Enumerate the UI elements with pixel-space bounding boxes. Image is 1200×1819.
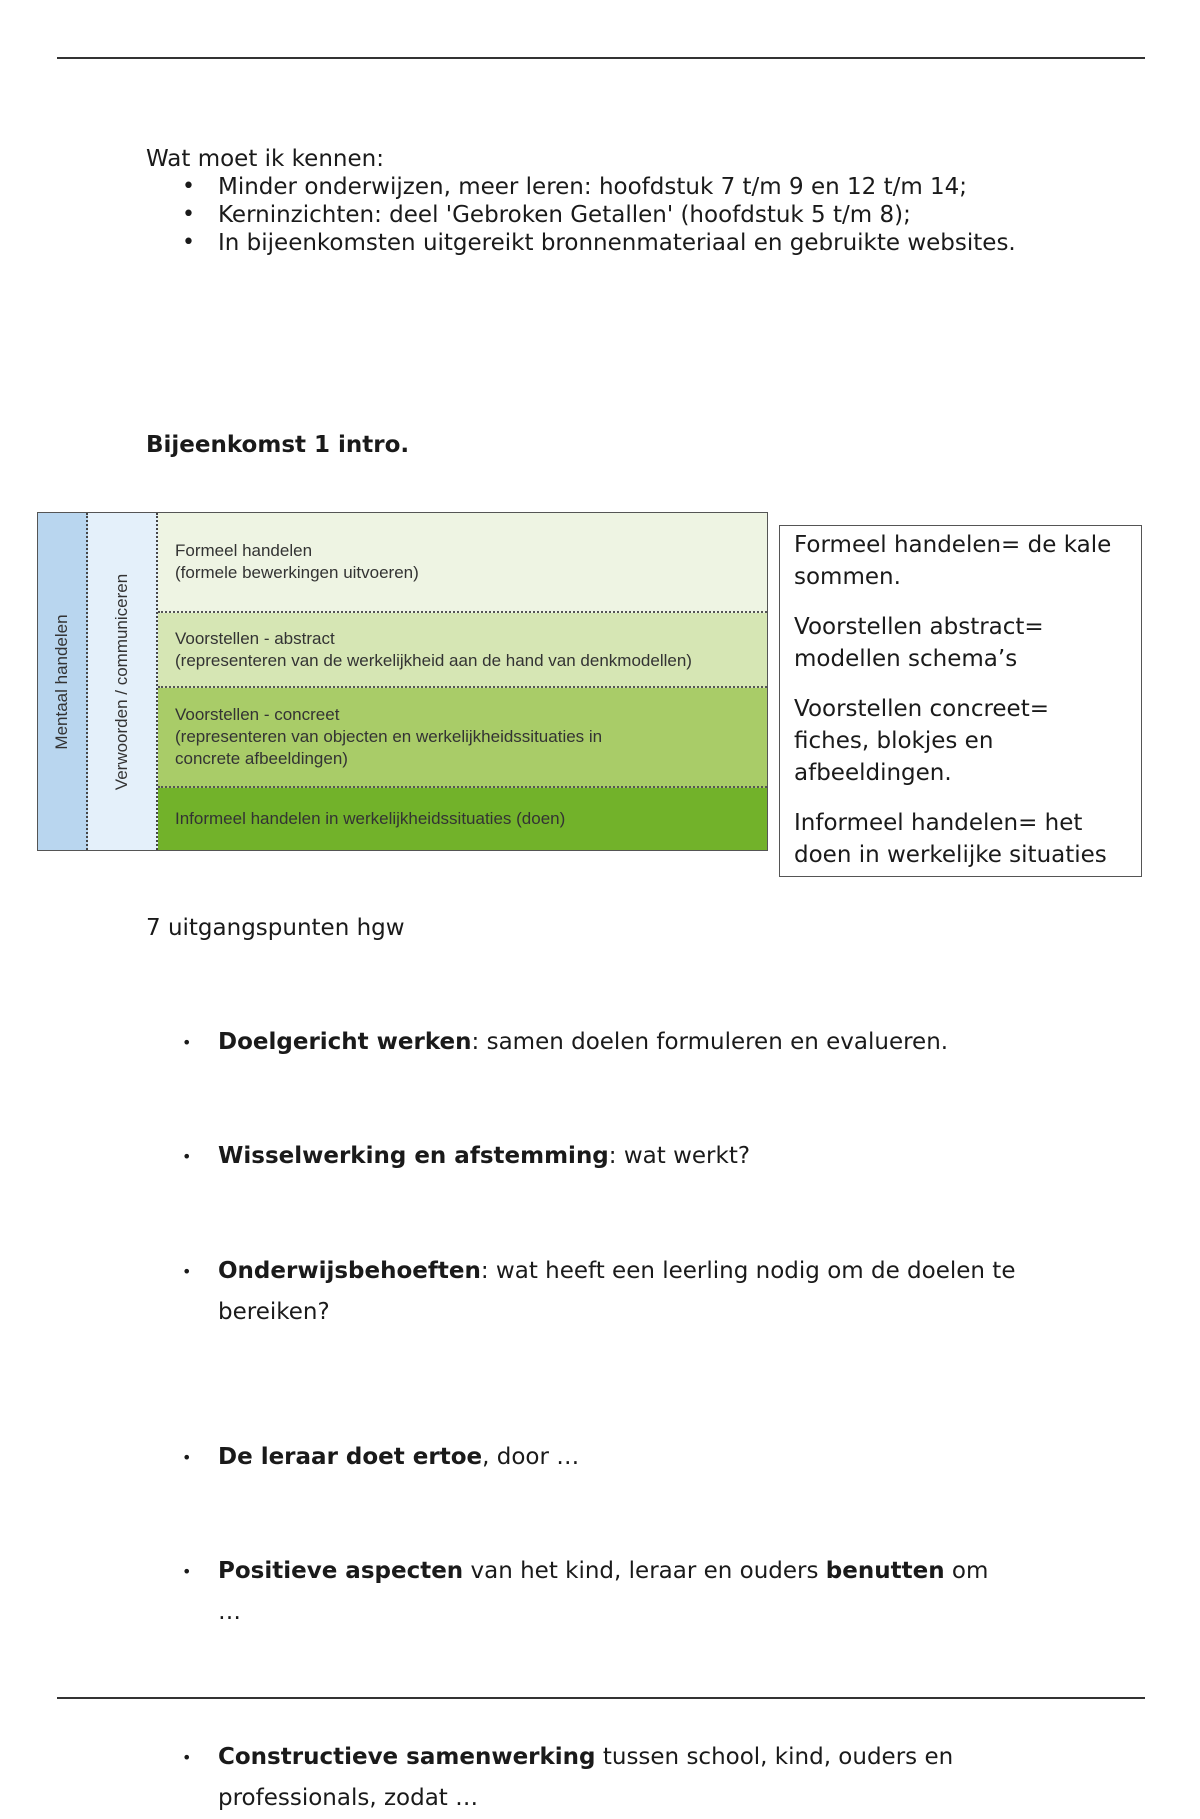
note-paragraph: Voorstellen abstract= modellen schema’s (794, 614, 1044, 672)
top-rule (57, 57, 1145, 59)
band-title: Voorstellen - abstract (175, 628, 335, 648)
principle-bold: Onderwijsbehoeften (218, 1258, 481, 1284)
section-title: Bijeenkomst 1 intro. (146, 432, 410, 458)
uitgangspunten-title: 7 uitgangspunten hgw (146, 915, 405, 941)
list-item (146, 1437, 1046, 1478)
band-desc: (formele bewerkingen uitvoeren) (175, 563, 419, 582)
principle-bold: Constructieve samenwerking (218, 1744, 596, 1770)
intro-section (146, 145, 1046, 257)
band-formeel (158, 513, 767, 613)
band-title: Voorstellen - concreet (175, 705, 340, 724)
band-informeel (158, 788, 767, 850)
band-title: Formeel handelen (175, 541, 313, 560)
principle-text: , door … (482, 1444, 580, 1470)
verwoorden-column (88, 513, 158, 850)
col2-label: Verwoorden / communiceren (112, 573, 131, 790)
list-item: • In bijeenkomsten uitgereikt bronnenmateriaal en gebruikte websites. (218, 229, 1046, 257)
band-desc: (representeren van de werkelijkheid aan de hand van denkmodellen) (175, 650, 692, 670)
principle-text: om … (218, 1558, 989, 1625)
list-item (146, 1136, 1046, 1177)
note-paragraph: Formeel handelen= de kale sommen. (794, 532, 1112, 590)
principle-bold: Doelgericht werken (218, 1029, 472, 1055)
list-item: • Kerninzichten: deel 'Gebroken Getallen' (hoofdstuk 5 t/m 8); (218, 201, 1046, 229)
note-paragraph: Informeel handelen= het doen in werkelijke situaties (794, 810, 1107, 868)
list-item: • Minder onderwijzen, meer leren: hoofdstuk 7 t/m 9 en 12 t/m 14; (218, 173, 1046, 201)
intro-heading: Wat moet ik kennen: (146, 146, 384, 172)
principle-text: : wat werkt? (608, 1143, 751, 1169)
principle-bold: De leraar doet ertoe (218, 1444, 483, 1470)
bottom-rule (57, 1697, 1145, 1699)
intro-list (146, 173, 1046, 257)
note-paragraph: Voorstellen concreet= fiches, blokjes en afbeeldingen. (794, 696, 1049, 786)
list-item (146, 1737, 1018, 1819)
band-abstract (158, 613, 767, 688)
principle-bold: Positieve aspecten (218, 1558, 464, 1584)
principle-text: : wat heeft een leerling nodig om de doelen te bereiken? (218, 1258, 1016, 1325)
list-item (146, 1551, 1018, 1633)
list-item (146, 1251, 1018, 1333)
handelingsmodel-diagram (37, 512, 768, 851)
band-desc: (representeren van objecten en werkelijkheidssituaties in concrete afbeeldingen) (175, 727, 603, 768)
principles-list (146, 1022, 1046, 1811)
band-title: Informeel handelen in werkelijkheidssituaties (doen) (175, 809, 566, 828)
principle-text: : samen doelen formuleren en evalueren. (471, 1029, 949, 1055)
principle-bold: Wisselwerking en afstemming (218, 1143, 609, 1169)
band-concreet (158, 688, 767, 788)
mentaal-handelen-column (38, 513, 88, 850)
explanation-box (779, 525, 1142, 877)
principle-bold: benutten (825, 1558, 945, 1584)
list-item (146, 1022, 1046, 1063)
col1-label: Mentaal handelen (52, 613, 71, 750)
principle-text: van het kind, leraar en ouders (463, 1558, 826, 1584)
principle-text: tussen school, kind, ouders en professionals, zodat … (218, 1744, 954, 1811)
